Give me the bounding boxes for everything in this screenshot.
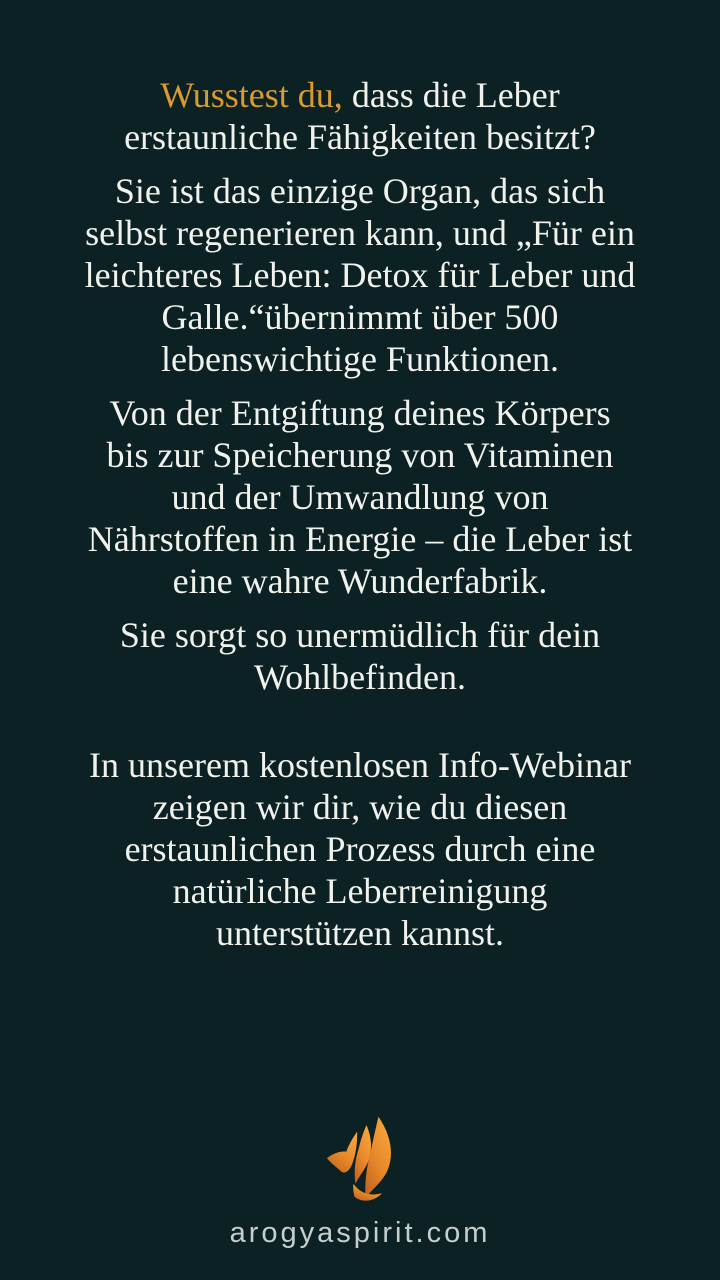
- text-line: lebenswichtige Funktionen.: [161, 339, 559, 379]
- website-url: arogyaspirit.com: [229, 1217, 491, 1249]
- text-line: In unserem kostenlosen Info-Webinar: [89, 745, 631, 785]
- headline-line-2: erstaunliche Fähigkeiten besitzt?: [124, 117, 596, 157]
- phoenix-flame-bird-icon: [314, 1112, 406, 1208]
- text-line: erstaunlichen Prozess durch eine: [124, 829, 596, 869]
- headline: [124, 74, 596, 158]
- text-line: selbst regenerieren kann, und „Für ein: [85, 213, 635, 253]
- text-line: zeigen wir dir, wie du diesen: [152, 787, 568, 827]
- text-line: Wohlbefinden.: [253, 657, 467, 697]
- text-line: leichteres Leben: Detox für Leber und: [84, 255, 636, 295]
- text-line: Galle.“übernimmt über 500: [161, 297, 559, 337]
- text-line: unterstützen kannst.: [216, 913, 504, 953]
- text-line: Sie ist das einzige Organ, das sich: [114, 171, 606, 211]
- text-line: Sie sorgt so unermüdlich für dein: [119, 615, 601, 655]
- text-line: natürliche Leberreinigung: [172, 871, 548, 911]
- headline-line-1: [124, 74, 596, 116]
- text-line: und der Umwandlung von: [171, 477, 549, 517]
- brand-footer: [230, 1112, 491, 1254]
- text-line: bis zur Speicherung von Vitaminen: [106, 435, 614, 475]
- text-line: Nährstoffen in Energie – die Leber ist: [87, 519, 633, 559]
- headline-highlight: Wusstest du,: [160, 75, 343, 115]
- body-paragraph: [120, 614, 600, 698]
- text-line: Von der Entgiftung deines Körpers: [109, 393, 611, 433]
- text-line: eine wahre Wunderfabrik.: [172, 561, 548, 601]
- body-paragraph: [85, 170, 636, 380]
- headline-line-1-rest: dass die Leber: [351, 75, 560, 115]
- body-paragraph: [88, 392, 633, 602]
- body-paragraph: [89, 744, 631, 954]
